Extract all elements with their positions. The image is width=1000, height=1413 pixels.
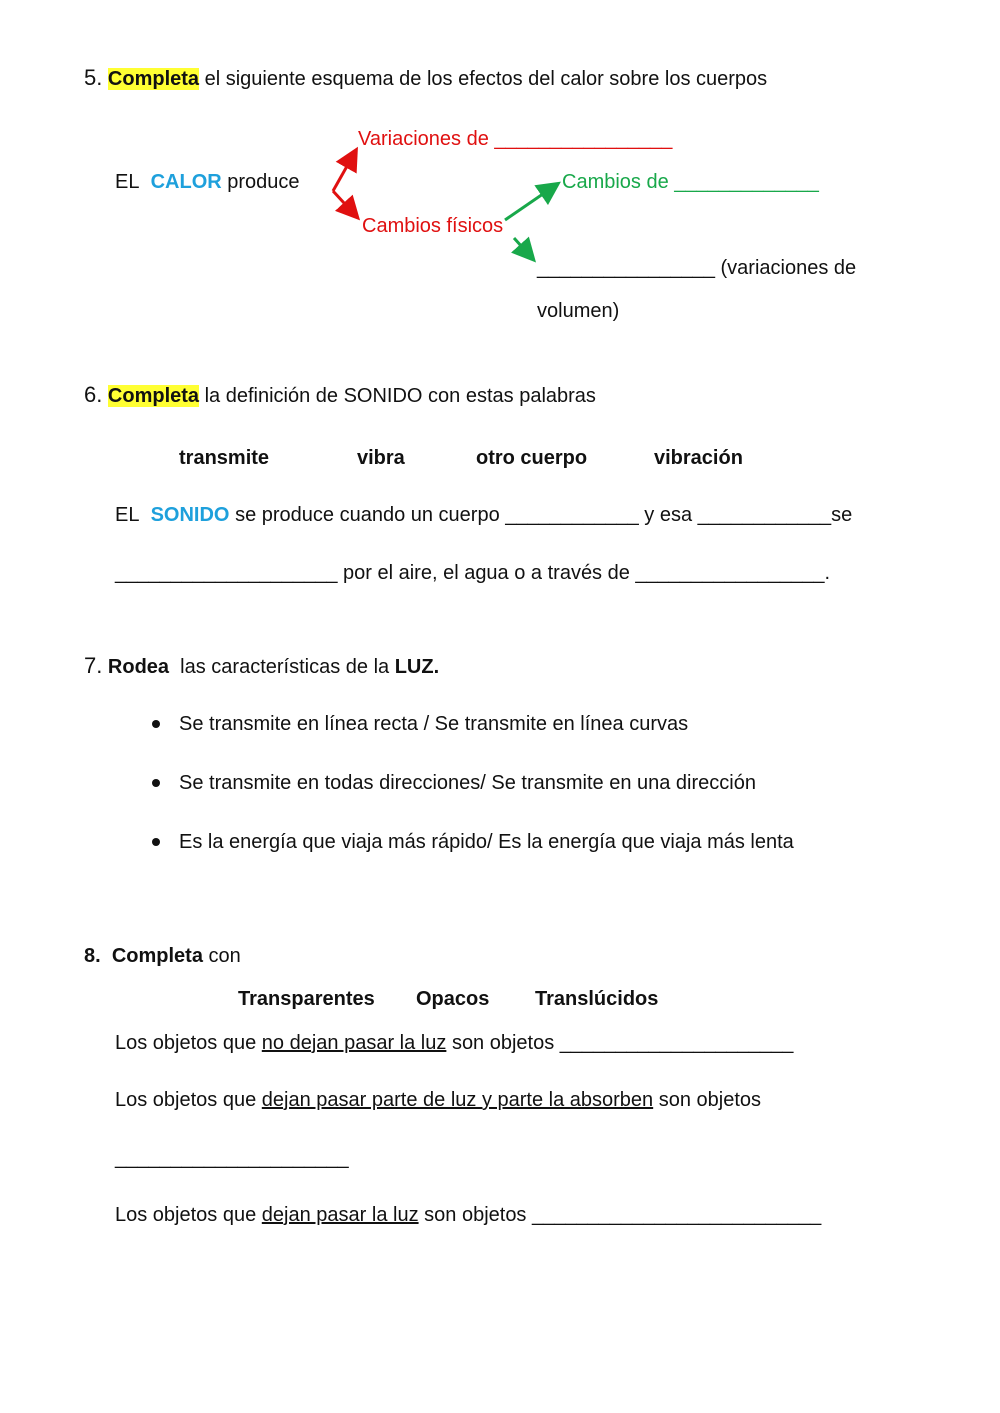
arrow-to-variaciones <box>333 152 355 191</box>
q5-variaciones: Variaciones de ________________ <box>358 128 673 150</box>
q6-prompt: la definición de SONIDO con estas palabras <box>204 385 596 407</box>
q6-sentence-line1 <box>115 503 852 527</box>
q5-produce: produce <box>227 171 300 193</box>
q6-verb: Completa <box>107 385 200 407</box>
q8-word-bank-item: Translúcidos <box>535 988 659 1010</box>
q8-s2-pre: Los objetos que <box>115 1089 257 1111</box>
q6-heading <box>84 383 596 408</box>
q6-line1-rest: se produce cuando un cuerpo ____________ y esa ____________se <box>235 504 853 526</box>
q8-s3-pre: Los objetos que <box>115 1204 257 1226</box>
q8-sentence-1 <box>115 1031 793 1055</box>
q8-s2-post: son objetos <box>658 1089 762 1111</box>
q8-s1-underlined: no dejan pasar la luz <box>261 1032 447 1054</box>
q8-heading <box>84 944 241 968</box>
q8-verb: Completa <box>111 945 203 967</box>
q8-sentence-3 <box>115 1203 821 1227</box>
bullet-icon <box>152 779 160 787</box>
q7-option: Es la energía que viaja más rápido/ Es la energía que viaja más lenta <box>179 831 794 853</box>
q5-el: EL <box>115 171 140 193</box>
q8-s2-blank: _____________________ <box>115 1147 349 1169</box>
q8-s3-underlined: dejan pasar la luz <box>261 1204 419 1226</box>
q7-luz: LUZ. <box>394 656 440 678</box>
q5-blank-volumen: ________________ (variaciones de <box>537 257 857 279</box>
q7-verb: Rodea <box>107 656 170 678</box>
q5-verb: Completa <box>107 68 200 90</box>
q7-number: 7. <box>84 653 103 678</box>
q5-number: 5. <box>84 65 103 90</box>
q7-option: Se transmite en línea recta / Se transmite en línea curvas <box>179 713 689 735</box>
q5-cambios-de: Cambios de _____________ <box>562 171 819 193</box>
q5-cambios-fisicos: Cambios físicos <box>362 215 504 237</box>
q5-calor: CALOR <box>150 171 222 193</box>
q8-word-bank-item: Opacos <box>416 988 490 1010</box>
q5-prompt: el siguiente esquema de los efectos del calor sobre los cuerpos <box>204 68 768 90</box>
q7-heading <box>84 654 439 679</box>
q6-sentence-line2: ____________________ por el aire, el agua o a través de _________________. <box>115 562 831 584</box>
bullet-icon <box>152 720 160 728</box>
q8-word-bank-item: Transparentes <box>238 988 375 1010</box>
q8-sentence-2 <box>115 1088 761 1112</box>
arrow-to-volumen-blank <box>514 238 532 258</box>
bullet-icon <box>152 838 160 846</box>
q6-word-bank-item: otro cuerpo <box>476 447 588 469</box>
q8-s1-post: son objetos _____________________ <box>451 1032 794 1054</box>
q8-s2-underlined: dejan pasar parte de luz y parte la absorben <box>261 1089 654 1111</box>
q6-el: EL <box>115 504 140 526</box>
q6-sonido: SONIDO <box>150 504 230 526</box>
arrow-to-cambios-fisicos <box>333 191 356 216</box>
q8-s3-post: son objetos __________________________ <box>424 1204 822 1226</box>
q8-prompt: con <box>208 945 241 967</box>
q7-prompt: las características de la <box>180 656 390 678</box>
q8-s1-pre: Los objetos que <box>115 1032 257 1054</box>
q6-number: 6. <box>84 382 103 407</box>
q5-calor-line <box>115 170 300 194</box>
q5-heading <box>84 66 767 91</box>
q6-word-bank-item: vibración <box>654 447 743 469</box>
arrow-to-cambios-de <box>505 185 556 220</box>
q6-word-bank-item: vibra <box>357 447 405 469</box>
q5-volumen: volumen) <box>537 300 620 322</box>
q7-option: Se transmite en todas direcciones/ Se transmite en una dirección <box>179 772 756 794</box>
q6-word-bank-item: transmite <box>179 447 270 469</box>
q8-number: 8. <box>84 945 101 967</box>
